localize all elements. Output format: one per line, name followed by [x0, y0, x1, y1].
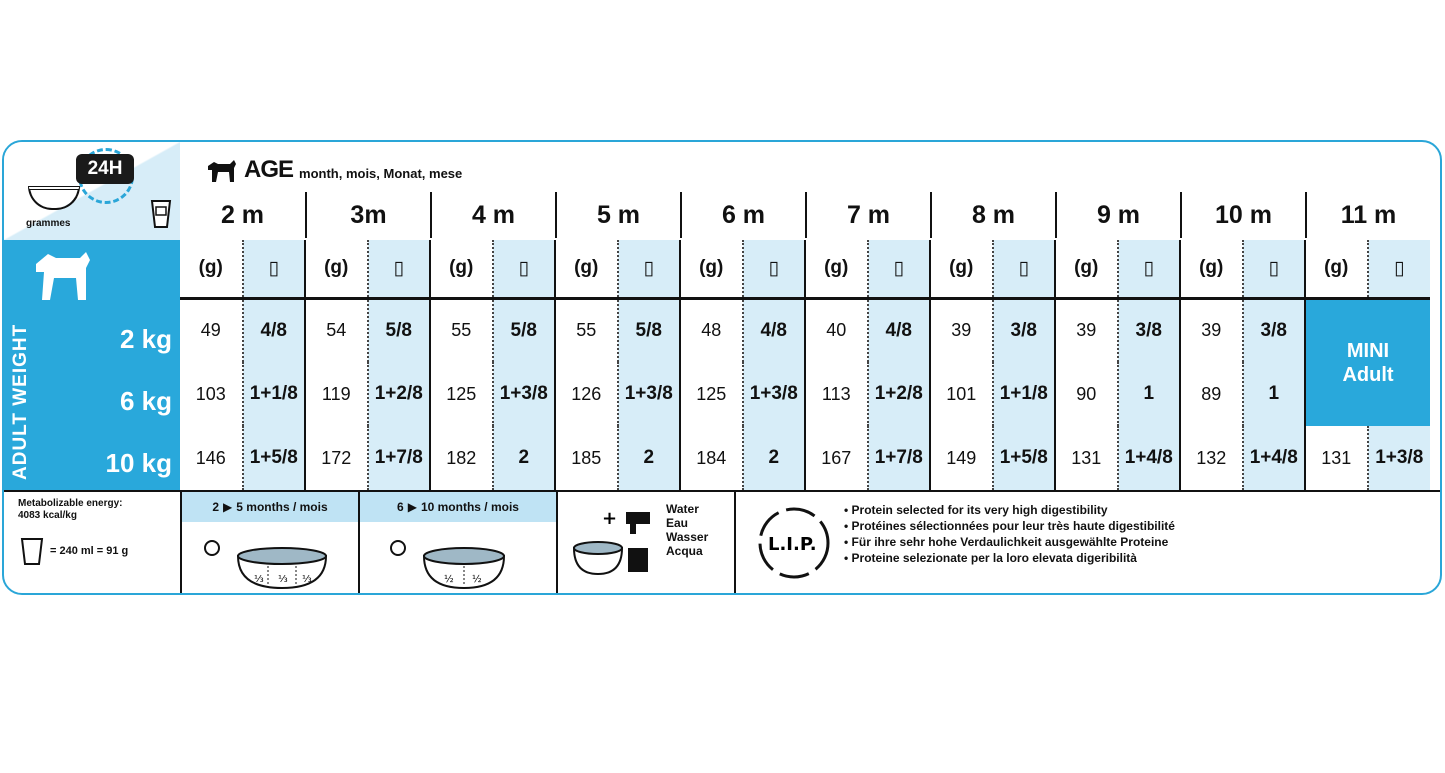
cup-cell: 4/8	[243, 298, 306, 362]
cup-icon	[150, 197, 172, 229]
grams-cell: 113	[805, 362, 868, 426]
cup-cell: 1+5/8	[993, 426, 1056, 490]
adult-weight-sidebar	[4, 240, 180, 490]
grams-unit: (g)	[805, 240, 868, 298]
cup-cell: 5/8	[493, 298, 556, 362]
grams-cell: 119	[305, 362, 368, 426]
grams-unit: (g)	[305, 240, 368, 298]
grams-cell: 39	[1180, 298, 1243, 362]
sun-icon	[205, 541, 219, 555]
lip-claim: • Protein selected for its very high digestibility	[844, 503, 1108, 517]
lip-logo-icon	[754, 498, 834, 588]
adult-weight-label: ADULT WEIGHT	[10, 323, 31, 480]
grams-cell: 55	[430, 298, 493, 362]
cup-cell: 3/8	[993, 298, 1056, 362]
dog-icon	[204, 156, 238, 184]
fraction-label: ½	[472, 574, 482, 585]
feeding-guide-panel	[2, 140, 1442, 595]
cup-cell: 1+4/8	[1243, 426, 1306, 490]
cup-unit-icon: ▯	[243, 240, 306, 298]
grams-cell: 40	[805, 298, 868, 362]
month-label: 11 m	[1305, 192, 1430, 238]
grams-cell: 149	[930, 426, 993, 490]
phase-2-5-cell	[180, 492, 358, 595]
table-row	[180, 298, 1430, 362]
play-arrow-icon: ▶	[407, 500, 417, 514]
grams-cell: 146	[195, 447, 226, 468]
cup-unit-icon: ▯	[1368, 240, 1431, 298]
grams-cell: 131	[1305, 426, 1368, 490]
cup-unit-icon: ▯	[868, 240, 931, 298]
cup-unit-icon: ▯	[368, 240, 431, 298]
grams-cell: 103	[195, 383, 226, 404]
cup-unit-icon: ▯	[743, 240, 806, 298]
cup-unit-icon: ▯	[993, 240, 1056, 298]
cup-cell: 1+2/8	[868, 362, 931, 426]
cup-cell: 1+2/8	[368, 362, 431, 426]
phase-bar: 6 ▶ 10 months / mois	[360, 492, 556, 522]
month-label: 3m	[305, 192, 430, 238]
cup-cell: 1+1/8	[993, 362, 1056, 426]
water-label: Acqua	[666, 544, 703, 558]
energy-cell	[4, 492, 180, 595]
phase-bar: 2 ▶ 5 months / mois	[182, 492, 358, 522]
svg-text:+: +	[602, 508, 618, 529]
grams-cell: 49	[200, 320, 221, 341]
grams-unit: (g)	[680, 240, 743, 298]
grams-cell: 125	[680, 362, 743, 426]
fraction-label: ⅓	[278, 574, 288, 585]
cup-cell: 1+3/8	[493, 362, 556, 426]
water-bowl-icon	[568, 504, 662, 584]
water-label: Wasser	[666, 530, 709, 544]
age-subtitle: month, mois, Monat, mese	[299, 165, 463, 181]
month-label: 7 m	[805, 192, 930, 238]
lip-claim: • Protéines sélectionnées pour leur très haute digestibilité	[844, 519, 1175, 533]
cup-unit-icon: ▯	[493, 240, 556, 298]
age-title: AGE	[244, 156, 294, 183]
cup-cell: 5/8	[618, 298, 681, 362]
grams-unit: (g)	[1180, 240, 1243, 298]
cup-unit-icon: ▯	[1243, 240, 1306, 298]
grams-cell: 126	[555, 362, 618, 426]
table-row	[180, 362, 1430, 426]
water-label: Water	[666, 502, 699, 516]
cup-cell: 1+3/8	[743, 362, 806, 426]
play-arrow-icon: ▶	[223, 500, 233, 514]
grams-cell: 184	[680, 426, 743, 490]
cup-cell: 1+4/8	[1118, 426, 1181, 490]
grams-cell: 132	[1180, 426, 1243, 490]
cup-cell: 5/8	[368, 298, 431, 362]
footer-row	[4, 490, 1440, 595]
lip-claim: • Proteine selezionate per la loro elevata digeribilità	[844, 551, 1137, 565]
grams-cell: 55	[555, 298, 618, 362]
weight-2kg: 2 kg	[119, 324, 172, 354]
grams-unit: (g)	[555, 240, 618, 298]
grams-unit: (g)	[1305, 240, 1368, 298]
month-label: 2 m	[220, 201, 265, 229]
lip-cell	[734, 492, 1440, 595]
month-label: 6 m	[680, 192, 805, 238]
corner-badge	[4, 142, 180, 240]
grams-cell: 54	[305, 298, 368, 362]
cup-cell: 1+7/8	[868, 426, 931, 490]
moon-icon	[332, 538, 342, 558]
grams-cell: 131	[1055, 426, 1118, 490]
mini-label: MINI	[1346, 339, 1390, 362]
grams-cell: 182	[430, 426, 493, 490]
month-label: 8 m	[930, 192, 1055, 238]
month-label: 4 m	[430, 192, 555, 238]
grams-cell: 39	[930, 298, 993, 362]
cup-unit-icon: ▯	[618, 240, 681, 298]
cup-cell: 4/8	[743, 298, 806, 362]
table-row	[180, 426, 1430, 490]
cup-cell: 1	[1243, 362, 1306, 426]
age-header	[204, 150, 462, 190]
grams-cell: 89	[1180, 362, 1243, 426]
cup-cell: 2	[493, 426, 556, 490]
grams-cell: 167	[805, 426, 868, 490]
cup-cell: 3/8	[1118, 298, 1181, 362]
weight-6kg: 6 kg	[119, 386, 172, 416]
grams-cell: 125	[430, 362, 493, 426]
grams-unit: (g)	[1055, 240, 1118, 298]
phase-6-10-cell	[358, 492, 556, 595]
meals-illustration	[360, 526, 558, 595]
unit-header-row	[180, 240, 1430, 298]
cup-cell: 1+3/8	[618, 362, 681, 426]
energy-label: Metabolizable energy:	[18, 498, 123, 509]
cup-cell: 1+1/8	[243, 362, 306, 426]
badge-24h: 24H	[76, 154, 134, 184]
month-label: 10 m	[1180, 192, 1305, 238]
grams-cell: 172	[305, 426, 368, 490]
grams-cell: 101	[930, 362, 993, 426]
month-header-row	[180, 192, 1440, 238]
fraction-label: ⅓	[302, 574, 312, 585]
cup-cell: 3/8	[1243, 298, 1306, 362]
water-cell	[556, 492, 734, 595]
cup-cell: 2	[618, 426, 681, 490]
meals-illustration	[182, 526, 360, 595]
cup-icon	[20, 536, 44, 566]
moon-icon	[512, 538, 522, 558]
month-label: 9 m	[1055, 192, 1180, 238]
grams-unit: (g)	[430, 240, 493, 298]
grams-cell: 39	[1055, 298, 1118, 362]
cup-cell: 4/8	[868, 298, 931, 362]
grams-unit: (g)	[930, 240, 993, 298]
energy-value: 4083 kcal/kg	[18, 510, 77, 521]
mini-adult-cell	[1305, 298, 1430, 426]
cup-cell: 1	[1118, 362, 1181, 426]
cup-cell: 2	[743, 426, 806, 490]
svg-text:L.I.P.: L.I.P.	[768, 534, 817, 555]
dog-silhouette-icon	[30, 246, 94, 302]
month-label: 5 m	[555, 192, 680, 238]
cup-equivalence: = 240 ml = 91 g	[50, 545, 129, 557]
cup-unit-icon: ▯	[1118, 240, 1181, 298]
grams-cell: 90	[1055, 362, 1118, 426]
sun-icon	[391, 541, 405, 555]
cup-cell: 1+7/8	[368, 426, 431, 490]
cup-cell: 1+5/8	[243, 426, 306, 490]
adult-label: Adult	[1342, 363, 1394, 386]
cup-cell: 1+3/8	[1368, 426, 1431, 490]
fraction-label: ⅓	[254, 574, 264, 585]
feeding-table	[180, 240, 1430, 490]
grams-unit: (g)	[180, 240, 243, 298]
water-label: Eau	[666, 516, 689, 530]
fraction-label: ½	[444, 574, 454, 585]
grammes-label: grammes	[26, 218, 71, 229]
grams-cell: 48	[680, 298, 743, 362]
weight-10kg: 10 kg	[105, 448, 172, 478]
lip-claim: • Für ihre sehr hohe Verdaulichkeit ausgewählte Proteine	[844, 535, 1169, 549]
grams-cell: 185	[555, 426, 618, 490]
